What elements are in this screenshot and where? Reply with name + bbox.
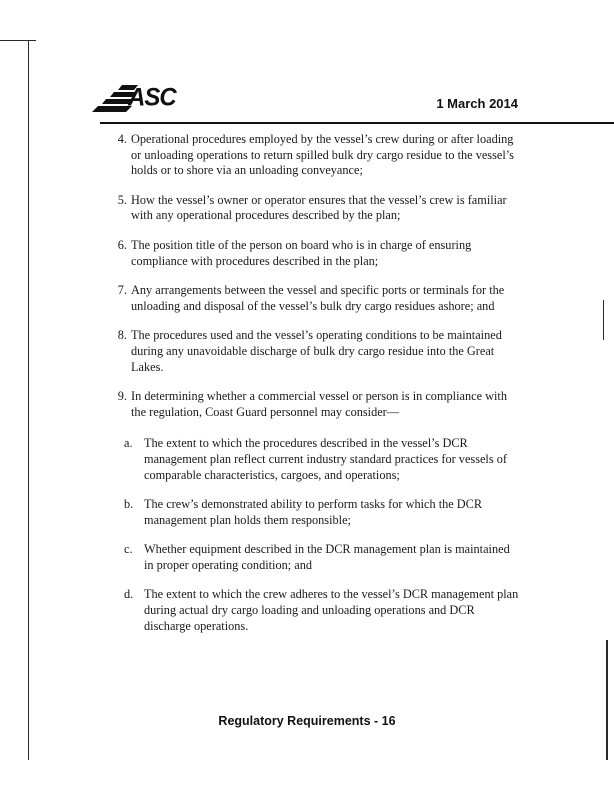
sub-list (110, 436, 520, 634)
document-body (110, 132, 520, 634)
sub-list-item-text: Whether equipment described in the DCR management plan is maintained in proper operating condition; and (144, 542, 510, 572)
sub-list-item (110, 542, 520, 573)
sub-list-item-letter: a. (124, 436, 133, 451)
list-item (110, 389, 520, 420)
list-item-number: 6. (117, 237, 127, 252)
scan-edge-top (0, 40, 36, 41)
sub-list-item-text: The extent to which the procedures described in the vessel’s DCR management plan reflect current industry standard practices for vessels of comparable characteristics, cargoes, and operations; (144, 436, 507, 482)
list-item-text: Operational procedures employed by the vessel’s crew during or after loading or unloading operations to return spilled bulk dry cargo residue to the vessel’s holds or to shore via an unloading conveyance; (131, 132, 514, 178)
list-item-number: 5. (117, 192, 127, 207)
list-item-text: The procedures used and the vessel’s operating conditions to be maintained during any unavoidable discharge of bulk dry cargo residue into the Great Lakes. (131, 328, 502, 374)
header-rule (100, 122, 614, 124)
list-item-number: 7. (117, 283, 127, 298)
logo-text: ASC (128, 83, 176, 112)
scan-edge-right-marks (603, 300, 604, 340)
list-item (110, 283, 520, 314)
list-item-text: Any arrangements between the vessel and specific ports or terminals for the unloading and disposal of the vessel’s bulk dry cargo residues ashore; and (131, 283, 505, 313)
list-item-number: 9. (117, 389, 127, 404)
list-item-text: How the vessel’s owner or operator ensures that the vessel’s crew is familiar with any operational procedures described by the plan; (131, 192, 507, 223)
sub-list-item-letter: b. (124, 497, 134, 512)
page-footer: Regulatory Requirements - 16 (218, 714, 396, 728)
sub-list-item-text: The crew’s demonstrated ability to perform tasks for which the DCR management plan holds them responsible; (144, 497, 483, 527)
sub-list-item-text: The extent to which the crew adheres to the vessel’s DCR management plan during actual dry cargo loading and unloading operations and DCR discharge operations. (144, 587, 519, 633)
list-item-number: 4. (117, 132, 127, 146)
sub-list-item (110, 497, 520, 528)
list-item-text: In determining whether a commercial vessel or person is in compliance with the regulation, Coast Guard personnel may consider— (131, 389, 507, 419)
list-item (110, 193, 520, 224)
sub-list-item-letter: d. (124, 587, 134, 602)
list-item (110, 132, 520, 179)
list-item-number: 8. (117, 328, 127, 343)
header-date: 1 March 2014 (436, 96, 518, 111)
sub-list-item-letter: c. (124, 542, 133, 557)
sub-list-item (110, 587, 520, 634)
list-item (110, 328, 520, 375)
list-item (110, 238, 520, 269)
scan-edge-right (606, 640, 608, 760)
sub-list-item (110, 436, 520, 483)
list-item-text: The position title of the person on board who is in charge of ensuring compliance with procedures described in the plan; (131, 237, 472, 268)
scan-edge-left (28, 40, 29, 760)
